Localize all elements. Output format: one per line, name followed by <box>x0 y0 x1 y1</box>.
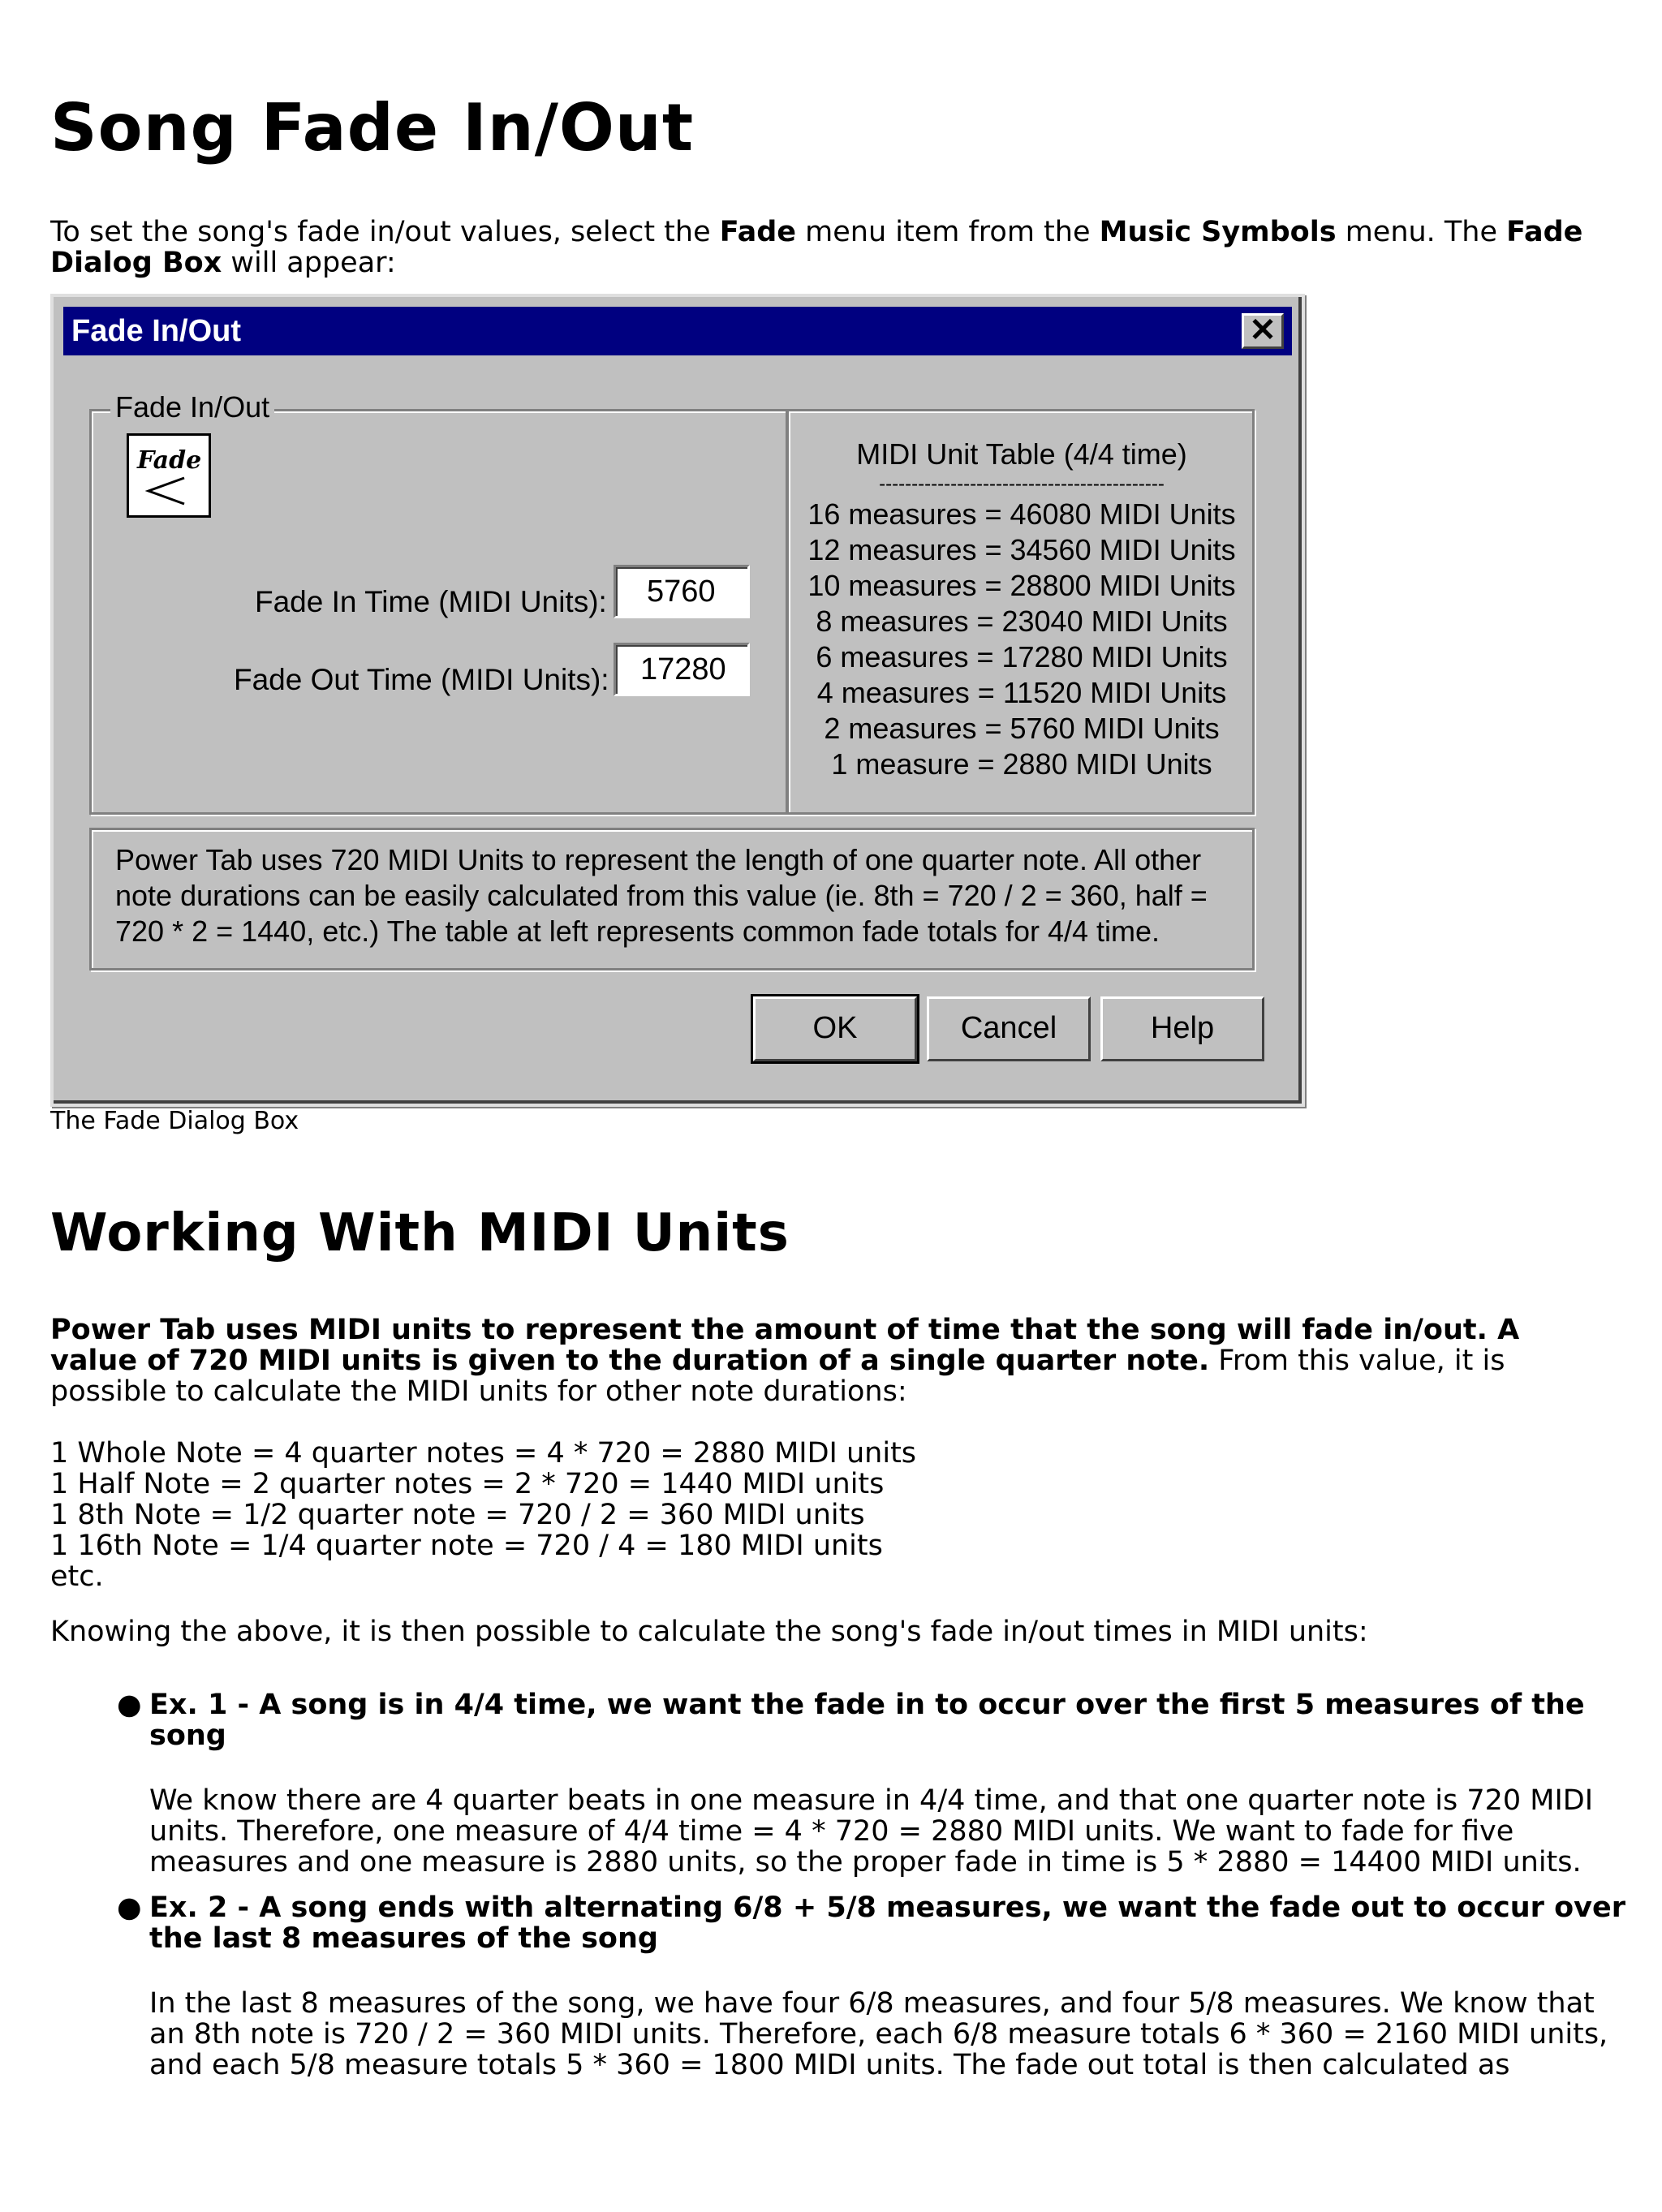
fade-icon <box>127 433 211 518</box>
midi-units-text: From this value, it is possible to calculate the MIDI units for other note durations: <box>50 1345 1505 1408</box>
table-row: 8 measures = 23040 MIDI Units <box>816 605 1228 638</box>
example-heading: Ex. 2 - A song ends with alternating 6/8 + 5/8 measures, we want the fade out to occur over the last 8 measures of the song <box>149 1891 1625 1955</box>
intro-text: menu item from the <box>796 216 1100 248</box>
bullet-icon: ● <box>117 1891 142 1924</box>
group-label: Fade In/Out <box>110 391 274 424</box>
section-heading: Working With MIDI Units <box>50 1203 790 1263</box>
table-row: 1 measure = 2880 MIDI Units <box>831 747 1212 781</box>
dialog-titlebar <box>63 307 1292 355</box>
table-divider: -------------------------------------------- <box>879 473 1165 495</box>
table-row: 12 measures = 34560 MIDI Units <box>807 533 1236 566</box>
midi-units-paragraph <box>50 1315 1608 1407</box>
table-row: 10 measures = 28800 MIDI Units <box>807 569 1236 602</box>
ok-button[interactable]: OK <box>753 996 917 1061</box>
fade-out-input[interactable]: 17280 <box>614 643 750 696</box>
example-body: We know there are 4 quarter beats in one measure in 4/4 time, and that one quarter note is 720 MIDI units. Therefore, one measure of 4/4 time = 4 * 720 = 2880 MIDI units. We want to fade for five measures and one measure is 2880 units, so the proper fade in time is 5 * 2880 = 14400 MIDI units. <box>149 1784 1594 1878</box>
table-row: 2 measures = 5760 MIDI Units <box>824 712 1220 745</box>
intro-text: will appear: <box>222 247 396 279</box>
intro-bold-fade: Fade <box>719 216 797 248</box>
intro-text: To set the song's fade in/out values, select the <box>50 216 720 248</box>
intro-text: menu. The <box>1336 216 1507 248</box>
fade-icon-text: Fade <box>137 446 202 475</box>
table-row: 6 measures = 17280 MIDI Units <box>816 640 1228 673</box>
example-list <box>50 1689 1634 2095</box>
intro-bold-music-symbols: Music Symbols <box>1099 216 1337 248</box>
figure-caption: The Fade Dialog Box <box>50 1107 299 1135</box>
table-title: MIDI Unit Table (4/4 time) <box>856 437 1187 471</box>
note-text: Power Tab uses 720 MIDI Units to represent the length of one quarter note. All other note durations can be easily calculated from this value (ie. 8th = 720 / 2 = 360, half = 720 * 2 = 1440, etc.) The table at left represents common fade totals for 4/4 time. <box>115 843 1208 948</box>
knowing-paragraph: Knowing the above, it is then possible to calculate the song's fade in/out times in MIDI units: <box>50 1616 1368 1648</box>
intro-paragraph <box>50 217 1608 278</box>
bullet-icon: ● <box>117 1689 142 1721</box>
fade-in-input[interactable]: 5760 <box>614 565 750 618</box>
example-body: In the last 8 measures of the song, we have four 6/8 measures, and four 5/8 measures. We know that an 8th note is 720 / 2 = 360 MIDI units. Therefore, each 6/8 measure totals 6 * 360 = 2160 MIDI units, and each 5/8 measure totals 5 * 360 = 1800 MIDI units. The fade out total is then calculated as <box>149 1987 1608 2081</box>
fade-in-label: Fade In Time (MIDI Units): <box>255 585 607 618</box>
page-title: Song Fade In/Out <box>50 90 695 166</box>
table-row: 16 measures = 46080 MIDI Units <box>807 497 1236 531</box>
fade-dialog-screenshot <box>50 294 1305 1107</box>
help-button[interactable]: Help <box>1100 996 1264 1061</box>
cancel-button[interactable]: Cancel <box>927 996 1091 1061</box>
close-icon[interactable]: ✕ <box>1242 313 1284 349</box>
conversion-line: etc. <box>50 1560 104 1593</box>
list-item <box>117 1689 1634 1878</box>
example-heading: Ex. 1 - A song is in 4/4 time, we want the fade in to occur over the first 5 measures of the song <box>149 1689 1585 1752</box>
midi-unit-table <box>789 437 1255 782</box>
dialog-title: Fade In/Out <box>71 314 241 348</box>
list-item <box>117 1891 1634 2081</box>
conversion-list <box>50 1438 916 1592</box>
intro-bold-dialog-box: Fade Dialog Box <box>50 216 1583 279</box>
conversion-line: 1 16th Note = 1/4 quarter note = 720 / 4 = 180 MIDI units <box>50 1530 883 1562</box>
conversion-line: 1 Half Note = 2 quarter notes = 2 * 720 = 1440 MIDI units <box>50 1468 885 1500</box>
midi-units-bold: Power Tab uses MIDI units to represent the amount of time that the song will fade in/out. A value of 720 MIDI units is given to the duration of a single quarter note. <box>50 1314 1520 1377</box>
conversion-line: 1 8th Note = 1/2 quarter note = 720 / 2 = 360 MIDI units <box>50 1499 865 1531</box>
conversion-line: 1 Whole Note = 4 quarter notes = 4 * 720 = 2880 MIDI units <box>50 1437 917 1470</box>
fade-out-label: Fade Out Time (MIDI Units): <box>234 663 609 696</box>
table-row: 4 measures = 11520 MIDI Units <box>816 676 1227 709</box>
